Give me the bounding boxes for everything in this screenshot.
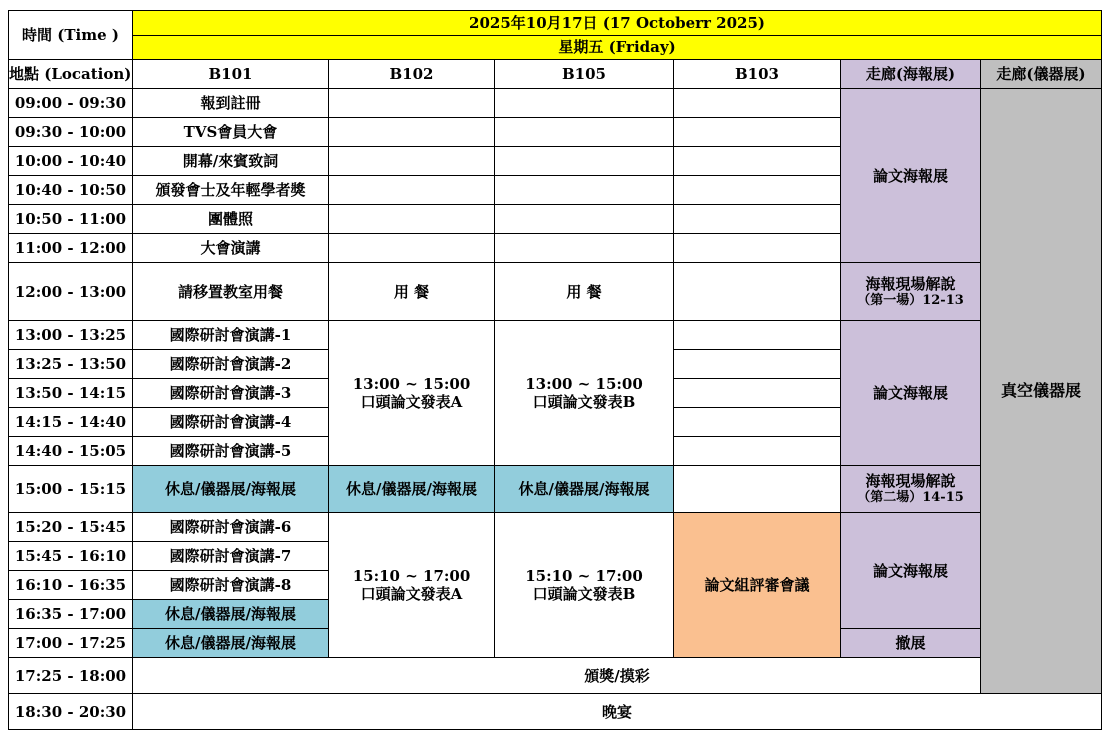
b102-session-a-time: 13:00 ~ 15:00 — [352, 375, 471, 393]
banquet: 晚宴 — [133, 694, 1102, 730]
poster-exhibit-morning: 論文海報展 — [841, 89, 981, 263]
b101-cell: 團體照 — [133, 205, 329, 234]
poster-teardown: 撤展 — [841, 629, 981, 658]
b101-break: 休息/儀器展/海報展 — [133, 629, 329, 658]
b102-cell — [329, 118, 495, 147]
b105-session-a-time: 13:00 ~ 15:00 — [525, 375, 643, 393]
poster-exhibit-late: 論文海報展 — [841, 513, 981, 629]
b102-cell — [329, 234, 495, 263]
table-row — [9, 89, 1102, 118]
b103-cell — [674, 263, 841, 321]
instrument-exhibit: 真空儀器展 — [981, 89, 1102, 694]
time-cell: 13:25 - 13:50 — [9, 350, 133, 379]
b105-session-a-title: 口頭論文發表B — [532, 393, 636, 411]
room-header-b102: B102 — [329, 60, 495, 89]
time-cell: 09:00 - 09:30 — [9, 89, 133, 118]
room-header-b105: B105 — [495, 60, 674, 89]
time-header: 時間 (Time ) — [9, 11, 133, 60]
b105-cell — [495, 205, 674, 234]
time-cell: 09:30 - 10:00 — [9, 118, 133, 147]
poster-talk-2 — [841, 466, 981, 513]
b101-cell: 國際研討會演講-6 — [133, 513, 329, 542]
time-cell: 15:45 - 16:10 — [9, 542, 133, 571]
b102-session-b-time: 15:10 ~ 17:00 — [352, 567, 471, 585]
table-row — [9, 466, 1102, 513]
b101-cell: 國際研討會演講-7 — [133, 542, 329, 571]
b105-cell — [495, 118, 674, 147]
b101-cell: 國際研討會演講-2 — [133, 350, 329, 379]
room-header-instrument-hall: 走廊(儀器展) — [981, 60, 1102, 89]
b101-cell: 國際研討會演講-5 — [133, 437, 329, 466]
b103-review-meeting: 論文組評審會議 — [674, 513, 841, 658]
b105-cell — [495, 147, 674, 176]
b103-cell — [674, 379, 841, 408]
b102-session-b — [329, 513, 495, 658]
b101-cell: 報到註冊 — [133, 89, 329, 118]
b101-break: 休息/儀器展/海報展 — [133, 466, 329, 513]
schedule-table — [8, 10, 1102, 730]
table-row — [9, 263, 1102, 321]
poster-talk-1 — [841, 263, 981, 321]
b105-cell — [495, 89, 674, 118]
time-cell: 15:00 - 15:15 — [9, 466, 133, 513]
b101-cell: 請移置教室用餐 — [133, 263, 329, 321]
b102-session-a-title: 口頭論文發表A — [360, 393, 463, 411]
time-cell: 13:00 - 13:25 — [9, 321, 133, 350]
b103-cell — [674, 437, 841, 466]
b101-cell: 國際研討會演講-4 — [133, 408, 329, 437]
header-row-date — [9, 11, 1102, 36]
time-cell: 17:25 - 18:00 — [9, 658, 133, 694]
b101-cell: 開幕/來賓致詞 — [133, 147, 329, 176]
b101-cell: TVS會員大會 — [133, 118, 329, 147]
b102-session-a — [329, 321, 495, 466]
b103-cell — [674, 321, 841, 350]
table-row — [9, 513, 1102, 542]
time-cell: 13:50 - 14:15 — [9, 379, 133, 408]
b103-cell — [674, 234, 841, 263]
b102-cell — [329, 89, 495, 118]
header-row-location — [9, 60, 1102, 89]
b101-break: 休息/儀器展/海報展 — [133, 600, 329, 629]
b103-cell — [674, 350, 841, 379]
b105-cell — [495, 176, 674, 205]
b101-cell: 國際研討會演講-8 — [133, 571, 329, 600]
b102-cell — [329, 205, 495, 234]
b101-cell: 頒發會士及年輕學者獎 — [133, 176, 329, 205]
poster-talk-2-time: （第二場）14-15 — [857, 490, 964, 506]
b103-cell — [674, 205, 841, 234]
b103-cell — [674, 89, 841, 118]
b103-cell — [674, 408, 841, 437]
b101-cell: 國際研討會演講-1 — [133, 321, 329, 350]
table-row — [9, 321, 1102, 350]
time-cell: 11:00 - 12:00 — [9, 234, 133, 263]
b102-cell — [329, 176, 495, 205]
poster-talk-1-time: （第一場）12-13 — [857, 292, 964, 308]
room-header-poster-hall: 走廊(海報展) — [841, 60, 981, 89]
award-ceremony: 頒獎/摸彩 — [133, 658, 1102, 694]
room-header-b103: B103 — [674, 60, 841, 89]
time-cell: 10:50 - 11:00 — [9, 205, 133, 234]
poster-talk-1-title: 海報現場解說 — [865, 274, 956, 293]
time-cell: 15:20 - 15:45 — [9, 513, 133, 542]
date-header: 2025年10月17日 (17 Octoberr 2025) — [133, 11, 1102, 36]
b101-cell: 大會演講 — [133, 234, 329, 263]
time-cell: 12:00 - 13:00 — [9, 263, 133, 321]
b102-session-b-title: 口頭論文發表A — [360, 585, 463, 603]
room-header-b101: B101 — [133, 60, 329, 89]
time-cell: 10:40 - 10:50 — [9, 176, 133, 205]
header-row-weekday — [9, 35, 1102, 60]
b103-cell — [674, 176, 841, 205]
time-cell: 10:00 - 10:40 — [9, 147, 133, 176]
time-cell: 16:35 - 17:00 — [9, 600, 133, 629]
poster-exhibit-afternoon: 論文海報展 — [841, 321, 981, 466]
b102-lunch: 用 餐 — [329, 263, 495, 321]
b102-break: 休息/儀器展/海報展 — [329, 466, 495, 513]
time-cell: 17:00 - 17:25 — [9, 629, 133, 658]
weekday-header: 星期五 (Friday) — [133, 35, 1102, 60]
b105-break: 休息/儀器展/海報展 — [495, 466, 674, 513]
b102-cell — [329, 147, 495, 176]
b103-cell — [674, 147, 841, 176]
b105-session-b-title: 口頭論文發表B — [532, 585, 636, 603]
time-cell: 14:40 - 15:05 — [9, 437, 133, 466]
b101-cell: 國際研討會演講-3 — [133, 379, 329, 408]
table-row — [9, 694, 1102, 730]
b105-session-b-time: 15:10 ~ 17:00 — [525, 567, 643, 585]
time-cell: 14:15 - 14:40 — [9, 408, 133, 437]
b105-cell — [495, 234, 674, 263]
time-cell: 16:10 - 16:35 — [9, 571, 133, 600]
b105-session-a — [495, 321, 674, 466]
b105-lunch: 用 餐 — [495, 263, 674, 321]
poster-talk-2-title: 海報現場解說 — [865, 472, 956, 491]
b103-cell — [674, 118, 841, 147]
location-header: 地點 (Location) — [9, 60, 133, 89]
b105-session-b — [495, 513, 674, 658]
b103-cell — [674, 466, 841, 513]
time-cell: 18:30 - 20:30 — [9, 694, 133, 730]
table-row — [9, 658, 1102, 694]
